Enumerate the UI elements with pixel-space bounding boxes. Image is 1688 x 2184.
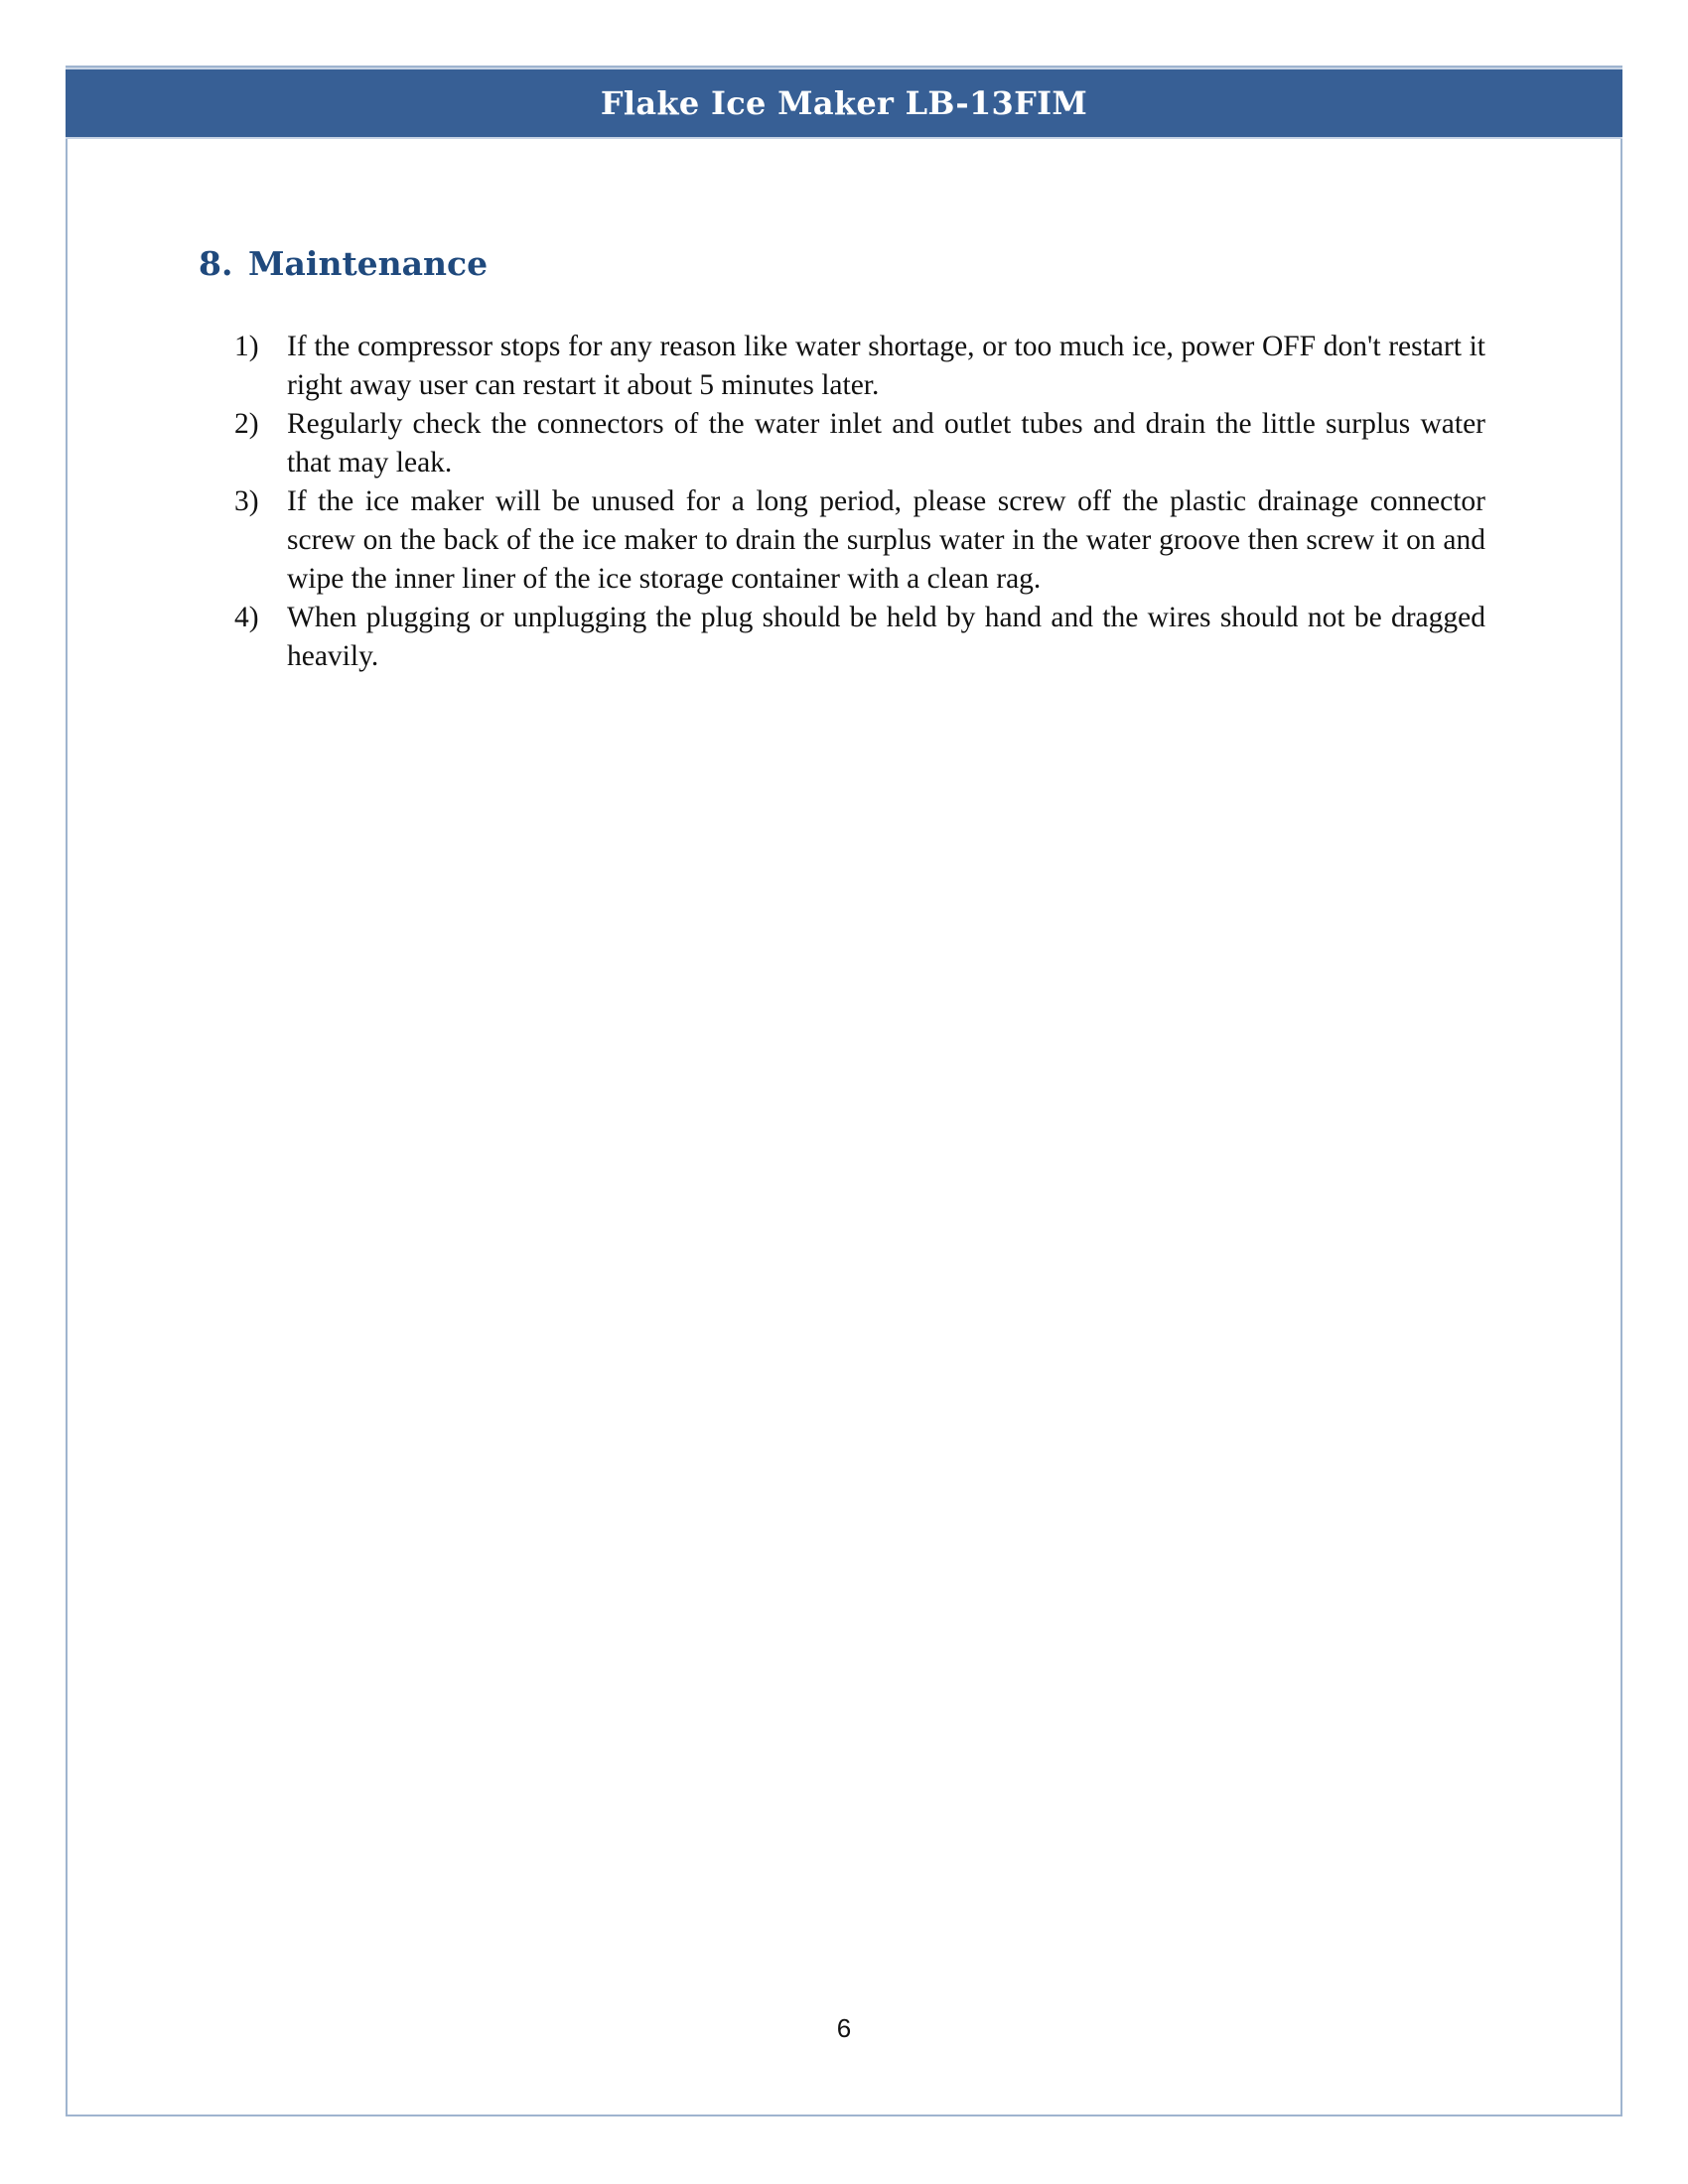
section-number: 8.	[199, 244, 233, 283]
list-item-marker: 1)	[234, 331, 259, 362]
list-item-marker: 3)	[234, 485, 259, 517]
list-item	[234, 482, 1485, 599]
document-title: Flake Ice Maker LB-13FIM	[600, 84, 1088, 122]
list-item-marker: 4)	[234, 602, 259, 633]
section-title: Maintenance	[248, 244, 489, 283]
list-item-text: When plugging or unplugging the plug should be held by hand and the wires should not be dragged heavily.	[287, 602, 1485, 672]
list-item	[234, 405, 1485, 482]
list-item-marker: 2)	[234, 408, 259, 440]
section-heading	[199, 244, 488, 283]
list-item	[234, 599, 1485, 676]
list-item	[234, 328, 1485, 405]
maintenance-list	[234, 328, 1485, 676]
header-banner	[66, 68, 1622, 139]
list-item-text: If the compressor stops for any reason like water shortage, or too much ice, power OFF don't restart it right away user can restart it about 5 minutes later.	[287, 331, 1485, 401]
list-item-text: Regularly check the connectors of the water inlet and outlet tubes and drain the little surplus water that may leak.	[287, 408, 1485, 478]
list-item-text: If the ice maker will be unused for a long period, please screw off the plastic drainage connector screw on the back of the ice maker to drain the surplus water in the water groove then screw it on and wipe the inner liner of the ice storage container with a clean rag.	[287, 485, 1485, 595]
page-number: 6	[836, 2013, 852, 2043]
